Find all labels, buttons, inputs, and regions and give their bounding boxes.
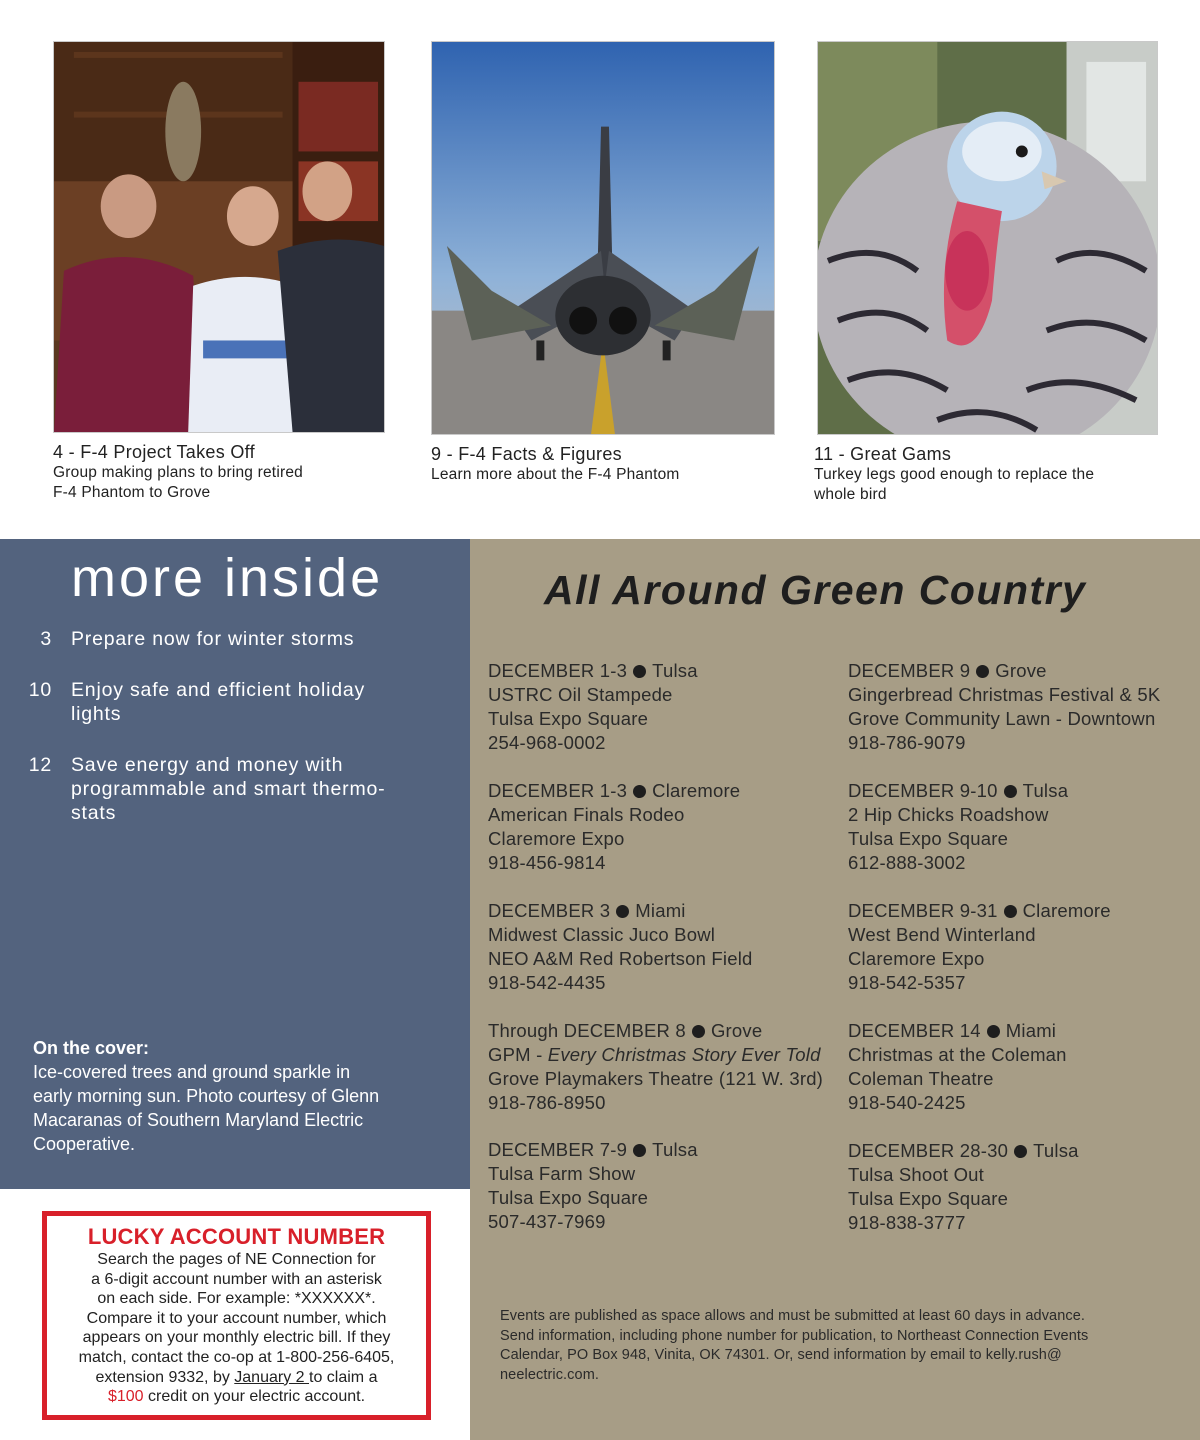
toc-page-number: 3 [40,628,52,650]
event-name: American Finals Rodeo [488,804,685,825]
event-city: Tulsa [652,1139,698,1160]
event-city: Claremore [1022,900,1111,921]
event-listing [488,659,833,755]
event-date: DECEMBER 1-3 [488,660,628,681]
event-name: USTRC Oil Stampede [488,684,673,705]
event-name: 2 Hip Chicks Roadshow [848,804,1049,825]
event-listing [848,659,1193,755]
event-phone: 918-540-2425 [848,1092,966,1113]
feature-title: 4 - F-4 Project Takes Off [53,442,255,462]
event-name-title: Every Christmas Story Ever Told [547,1044,821,1065]
event-listing [488,1138,833,1234]
event-date: DECEMBER 1-3 [488,780,628,801]
event-date-line [848,1019,1193,1043]
cover-note [33,1036,453,1156]
event-city: Claremore [652,780,741,801]
event-listing [488,779,833,875]
bullet-dot-icon [692,1025,705,1038]
bullet-dot-icon [633,665,646,678]
toc-item-text: Prepare now for winter storms [71,628,355,650]
event-phone: 918-786-9079 [848,732,966,753]
event-date: DECEMBER 9-31 [848,900,998,921]
event-city: Tulsa [652,660,698,681]
event-city: Miami [635,900,686,921]
event-name: Gingerbread Christmas Festival & 5K [848,684,1161,705]
feature-description: Group making plans to bring retired F-4 Phantom to Grove [53,464,303,501]
event-phone: 254-968-0002 [488,732,606,753]
event-date-line [848,659,1193,683]
event-date: DECEMBER 14 [848,1020,981,1041]
feature-title: 9 - F-4 Facts & Figures [431,444,622,464]
bullet-dot-icon [987,1025,1000,1038]
event-phone: 918-456-9814 [488,852,606,873]
event-name: West Bend Winterland [848,924,1036,945]
event-listing [848,779,1193,875]
event-date-line [488,899,833,923]
lucky-body-text: Search the pages of NE Connection for a 6-digit account number with an asterisk on each side. For example: *XXXXXX*. Compare it to your account number, which appears on your monthly electric bill. If they match, contact the co-op at 1-800-256-6405, extension 9332, by [78,1251,395,1386]
event-listing [848,1139,1193,1235]
event-phone: 918-542-4435 [488,972,606,993]
bullet-dot-icon [1004,785,1017,798]
bullet-dot-icon [976,665,989,678]
event-date-line [848,779,1193,803]
event-date-line [848,899,1193,923]
event-phone: 918-838-3777 [848,1212,966,1233]
event-city: Grove [995,660,1047,681]
events-footer-note: Events are published as space allows and must be submitted at least 60 days in advance. Send information, including phone number for publication, to Northeast Connection Events Calendar, PO Box 948, Vinita, OK 74301. Or, send information by email to kelly.rush@ neelectric.com. [500,1308,1089,1383]
bullet-dot-icon [616,905,629,918]
event-date-line [848,1139,1193,1163]
toc-item-text: Enjoy safe and efficient holiday lights [71,679,366,725]
events-calendar-panel [470,539,1200,1440]
feature-photo-turkey [817,41,1158,435]
event-date: DECEMBER 3 [488,900,611,921]
event-date-line [488,659,833,683]
event-city: Miami [1005,1020,1057,1041]
more-inside-title: more inside [71,548,384,608]
bullet-dot-icon [1004,905,1017,918]
event-name: Tulsa Shoot Out [848,1164,984,1185]
feature-description: Turkey legs good enough to replace the whole bird [814,466,1095,503]
feature-title: 11 - Great Gams [814,444,952,464]
event-date: Through DECEMBER 8 [488,1020,686,1041]
event-phone: 507-437-7969 [488,1211,606,1232]
event-city: Tulsa [1033,1140,1079,1161]
toc-page-number: 12 [28,754,52,776]
lucky-body [47,1250,426,1407]
event-listing [848,1019,1193,1115]
event-listing [848,899,1193,995]
event-venue: Coleman Theatre [848,1068,994,1089]
event-name-prefix: GPM - [488,1044,548,1065]
event-city: Tulsa [1022,780,1069,801]
event-venue: NEO A&M Red Robertson Field [488,948,753,969]
lucky-body-text: credit on your electric account. [143,1388,366,1406]
event-listing [488,1019,833,1115]
feature-caption-2 [431,444,771,485]
event-date: DECEMBER 7-9 [488,1139,628,1160]
cover-label: On the cover: [33,1038,150,1058]
feature-caption-1 [53,442,383,502]
event-city: Grove [710,1020,763,1041]
event-venue: Tulsa Expo Square [488,708,649,729]
cover-description: Ice-covered trees and ground sparkle in early morning sun. Photo courtesy of Glenn Macaranas of Southern Maryland Electric Cooperative. [33,1062,380,1154]
lucky-deadline: January 2 [234,1368,309,1386]
event-venue: Claremore Expo [488,828,625,849]
toc-page-number: 10 [28,679,52,701]
bullet-dot-icon [1014,1145,1027,1158]
lucky-account-number-box [42,1211,431,1420]
event-date-line [488,1019,833,1043]
feature-caption-3 [814,444,1154,504]
bullet-dot-icon [633,1144,646,1157]
event-date-line [488,779,833,803]
more-inside-panel [0,539,470,1189]
feature-description: Learn more about the F-4 Phantom [431,466,680,483]
bullet-dot-icon [633,785,646,798]
event-date: DECEMBER 28-30 [848,1140,1009,1161]
feature-photo-f4-project-group [53,41,385,433]
toc-item-text: Save energy and money with programmable and smart thermo- stats [71,754,386,824]
event-date: DECEMBER 9 [848,660,971,681]
event-listing [488,899,833,995]
event-date: DECEMBER 9-10 [848,780,998,801]
event-name [488,1043,833,1067]
event-phone: 612-888-3002 [848,852,966,873]
event-venue: Tulsa Expo Square [488,1187,649,1208]
lucky-title: LUCKY ACCOUNT NUMBER [87,1224,386,1249]
event-venue: Grove Community Lawn - Downtown [848,708,1156,729]
event-name: Midwest Classic Juco Bowl [488,924,716,945]
event-phone: 918-786-8950 [488,1092,606,1113]
feature-photo-f4-phantom-jet [431,41,775,435]
lucky-amount: $100 [107,1388,144,1406]
event-phone: 918-542-5357 [848,972,966,993]
event-venue: Tulsa Expo Square [848,828,1009,849]
event-name: Christmas at the Coleman [848,1044,1067,1065]
event-date-line [488,1138,833,1162]
event-venue: Tulsa Expo Square [848,1188,1009,1209]
lucky-body-text: to claim a [309,1368,378,1386]
event-name: Tulsa Farm Show [488,1163,636,1184]
event-venue: Claremore Expo [848,948,985,969]
events-title: All Around Green Country [544,567,1087,613]
event-venue: Grove Playmakers Theatre (121 W. 3rd) [488,1068,824,1089]
